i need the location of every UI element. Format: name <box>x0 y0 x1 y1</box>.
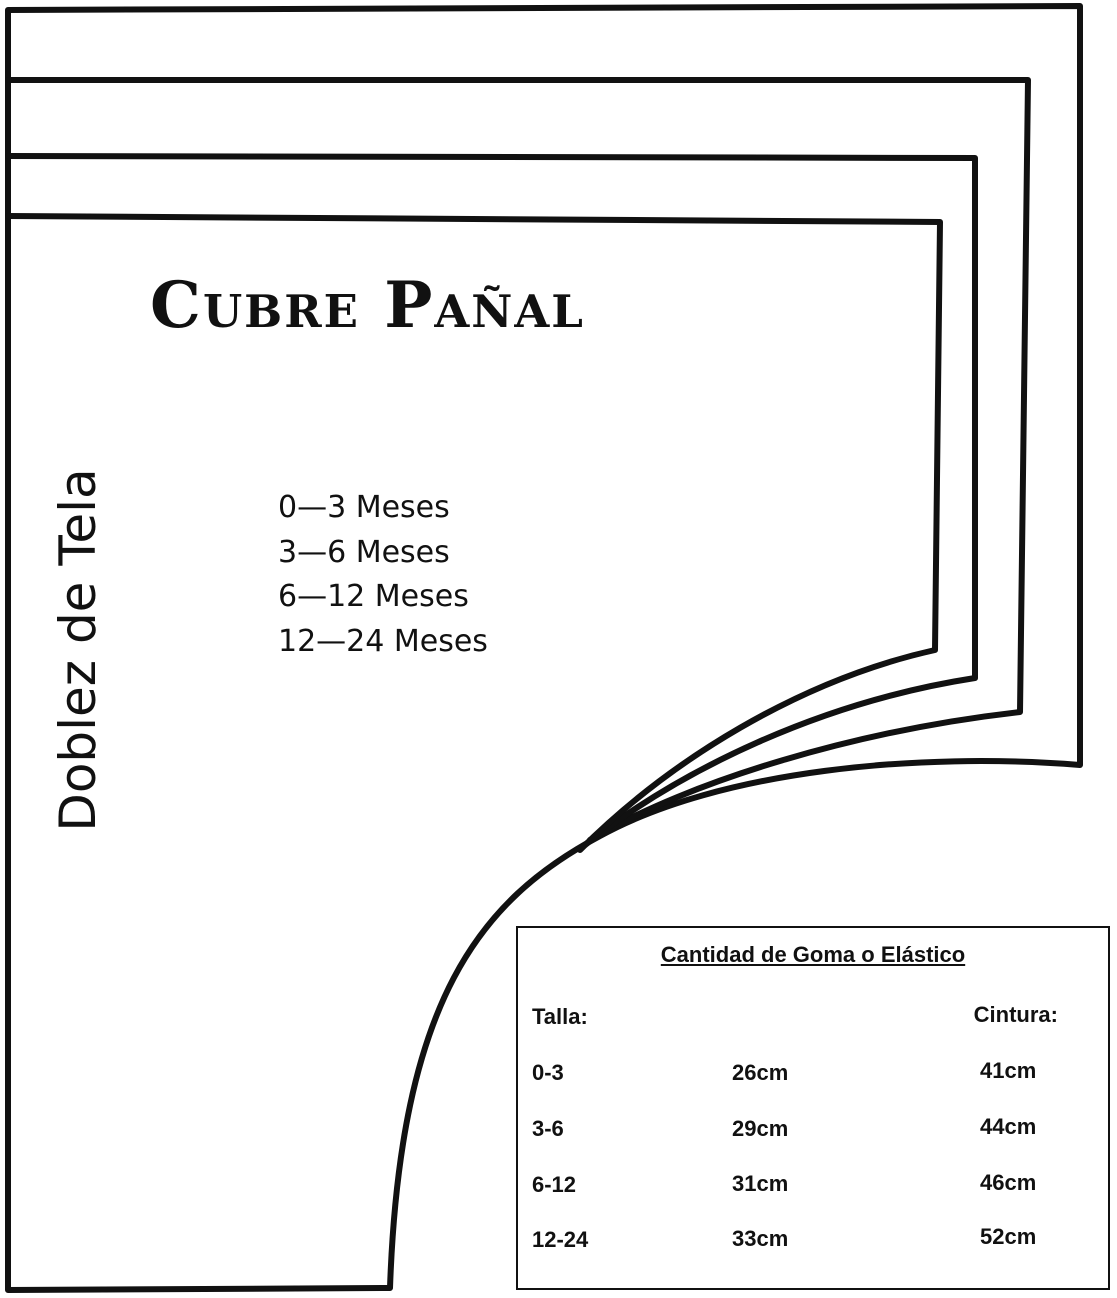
list-item: 12—24 Meses <box>278 623 488 659</box>
table-cell-leg: 33cm <box>732 1226 789 1251</box>
list-item: 6—12 Meses <box>278 579 469 614</box>
table-cell-waist: 52cm <box>980 1224 1037 1249</box>
fold-label: Doblez de Tela <box>49 468 107 832</box>
elastic-table-title: Cantidad de Goma o Elástico <box>660 942 966 967</box>
pattern-outline-3-6 <box>8 156 975 845</box>
table-cell-size: 0-3 <box>532 1060 564 1085</box>
table-cell-leg: 31cm <box>732 1171 789 1196</box>
table-cell-waist: 41cm <box>980 1058 1037 1083</box>
table-cell-waist: 46cm <box>980 1170 1037 1195</box>
list-item: 0—3 Meses <box>278 490 450 525</box>
table-cell-size: 6-12 <box>532 1172 577 1197</box>
table-cell-leg: 29cm <box>732 1116 789 1141</box>
size-list <box>278 486 488 664</box>
header-size: Talla: <box>532 1004 588 1029</box>
page-title: Cubre Pañal <box>150 268 585 343</box>
table-cell-waist: 44cm <box>980 1114 1037 1139</box>
header-waist: Cintura: <box>973 1002 1058 1027</box>
list-item: 3—6 Meses <box>278 534 450 570</box>
table-cell-leg: 26cm <box>732 1060 789 1085</box>
table-cell-size: 12-24 <box>532 1227 589 1252</box>
pattern-outline-6-12 <box>8 80 1028 840</box>
elastic-table <box>516 926 1110 1290</box>
table-cell-size: 3-6 <box>532 1116 564 1141</box>
